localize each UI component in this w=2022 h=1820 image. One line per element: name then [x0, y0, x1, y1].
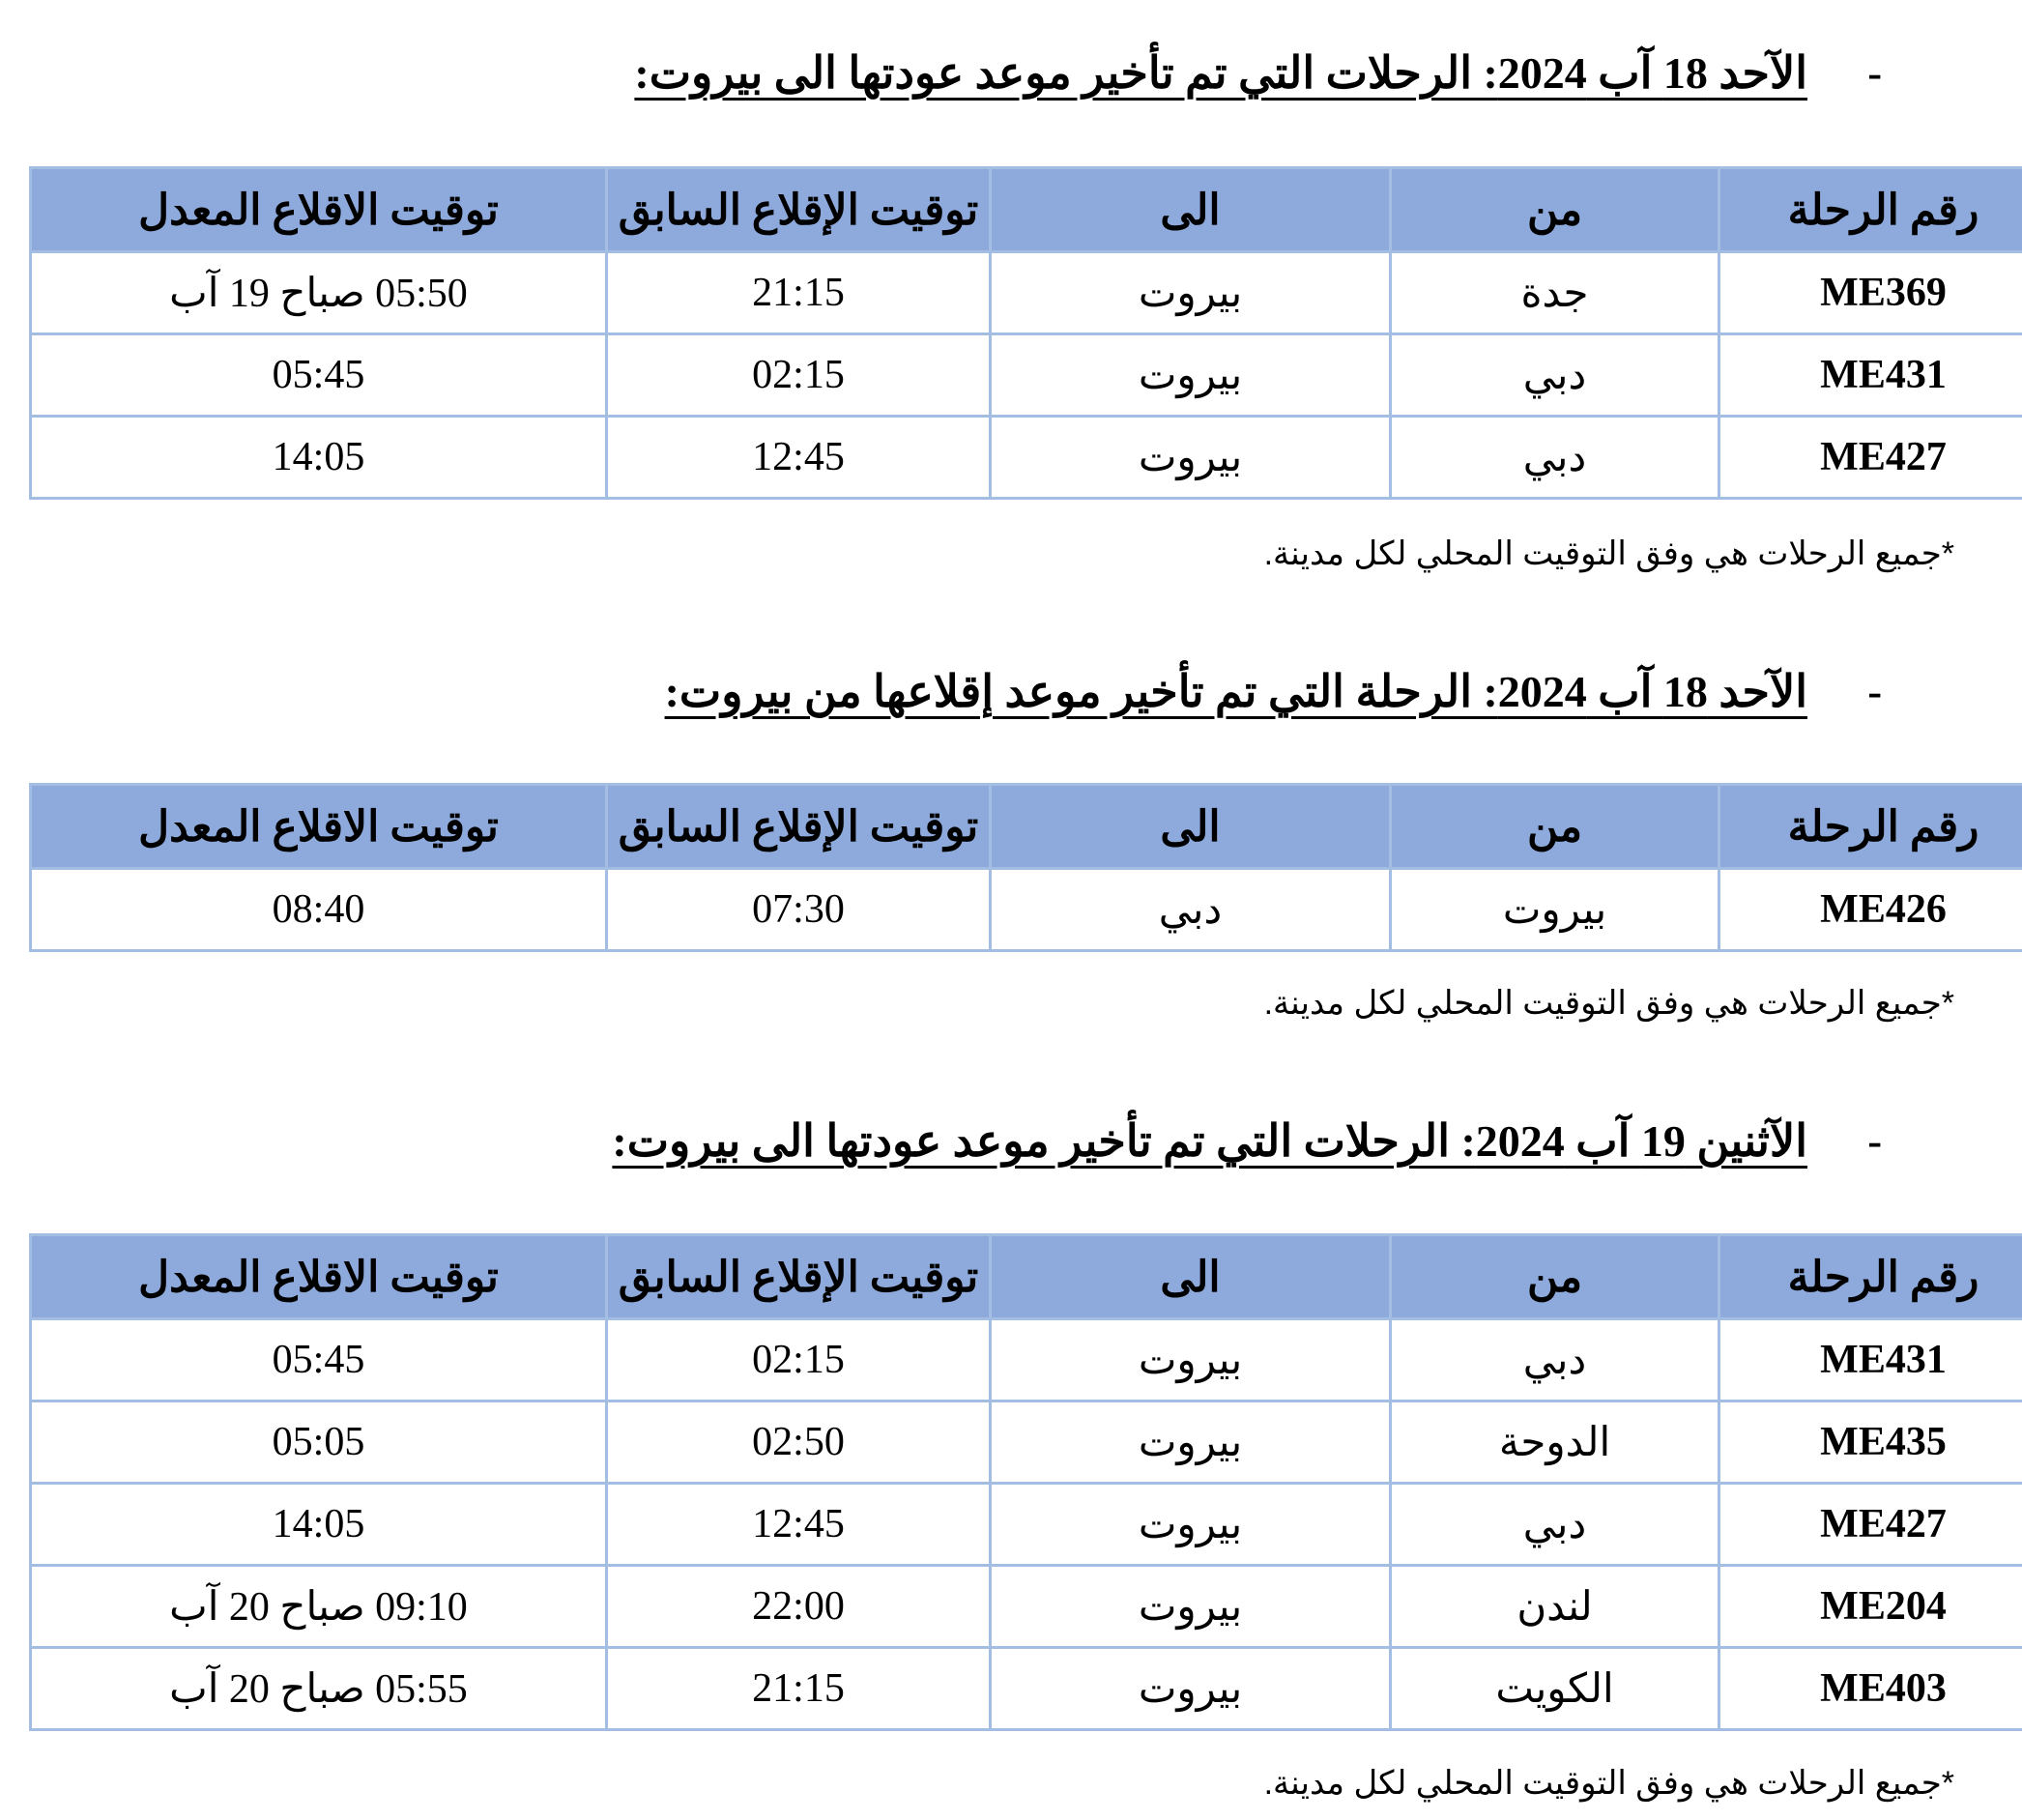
header-flight-number: رقم الرحلة	[1719, 785, 2022, 869]
from-city: بيروت	[1391, 869, 1719, 951]
to-city: بيروت	[991, 417, 1391, 499]
header-to: الى	[991, 785, 1391, 869]
flight-number: ME431	[1719, 334, 2022, 417]
header-from: من	[1391, 168, 1719, 252]
table-header-row	[31, 168, 2022, 252]
from-city: لندن	[1391, 1566, 1719, 1648]
flight-number: ME431	[1719, 1319, 2022, 1401]
flight-number: ME369	[1719, 252, 2022, 334]
table-row	[31, 1566, 2022, 1648]
local-time-note: *جميع الرحلات هي وفق التوقيت المحلي لكل مدينة.	[1263, 1765, 1954, 1802]
header-adjusted-time: توقيت الاقلاع المعدل	[31, 168, 607, 252]
bullet-dash: -	[1867, 1117, 1882, 1165]
from-city: دبي	[1391, 1319, 1719, 1401]
previous-time: 07:30	[607, 869, 991, 951]
previous-time: 12:45	[607, 1484, 991, 1566]
adjusted-time: 14:05	[31, 1484, 607, 1566]
flight-number: ME427	[1719, 417, 2022, 499]
flight-number: ME427	[1719, 1484, 2022, 1566]
table-row	[31, 417, 2022, 499]
table-row	[31, 1648, 2022, 1730]
bullet-dash: -	[1867, 668, 1882, 715]
section-2-table	[29, 783, 2022, 952]
flight-number: ME426	[1719, 869, 2022, 951]
local-time-note: *جميع الرحلات هي وفق التوقيت المحلي لكل مدينة.	[1263, 535, 1954, 572]
adjusted-time: 09:10 صباح 20 آب	[31, 1566, 607, 1648]
adjusted-time: 05:45	[31, 334, 607, 417]
header-previous-time: توقيت الإقلاع السابق	[607, 1235, 991, 1319]
header-to: الى	[991, 168, 1391, 252]
previous-time: 12:45	[607, 417, 991, 499]
header-adjusted-time: توقيت الاقلاع المعدل	[31, 785, 607, 869]
table-row	[31, 1401, 2022, 1484]
adjusted-time: 05:55 صباح 20 آب	[31, 1648, 607, 1730]
previous-time: 02:15	[607, 334, 991, 417]
flight-number: ME403	[1719, 1648, 2022, 1730]
adjusted-time: 05:05	[31, 1401, 607, 1484]
adjusted-time: 05:45	[31, 1319, 607, 1401]
previous-time: 21:15	[607, 1648, 991, 1730]
header-previous-time: توقيت الإقلاع السابق	[607, 785, 991, 869]
to-city: بيروت	[991, 1319, 1391, 1401]
table-row	[31, 1319, 2022, 1401]
table-header-row	[31, 785, 2022, 869]
header-from: من	[1391, 785, 1719, 869]
local-time-note: *جميع الرحلات هي وفق التوقيت المحلي لكل مدينة.	[1263, 985, 1954, 1022]
header-previous-time: توقيت الإقلاع السابق	[607, 168, 991, 252]
table-row	[31, 334, 2022, 417]
header-to: الى	[991, 1235, 1391, 1319]
flight-number: ME204	[1719, 1566, 2022, 1648]
table-header-row	[31, 1235, 2022, 1319]
from-city: دبي	[1391, 334, 1719, 417]
previous-time: 21:15	[607, 252, 991, 334]
to-city: دبي	[991, 869, 1391, 951]
section-1-heading: الآحد 18 آب 2024: الرحلات التي تم تأخير موعد عودتها الى بيروت:	[634, 48, 1807, 98]
section-1-table	[29, 166, 2022, 500]
to-city: بيروت	[991, 334, 1391, 417]
section-1-heading-row	[0, 46, 2022, 114]
to-city: بيروت	[991, 1566, 1391, 1648]
bullet-dash: -	[1867, 49, 1882, 97]
header-adjusted-time: توقيت الاقلاع المعدل	[31, 1235, 607, 1319]
header-from: من	[1391, 1235, 1719, 1319]
previous-time: 02:15	[607, 1319, 991, 1401]
from-city: دبي	[1391, 1484, 1719, 1566]
header-flight-number: رقم الرحلة	[1719, 168, 2022, 252]
table-row	[31, 252, 2022, 334]
previous-time: 02:50	[607, 1401, 991, 1484]
section-3-heading: الآثنين 19 آب 2024: الرحلات التي تم تأخير موعد عودتها الى بيروت:	[612, 1116, 1807, 1166]
table-row	[31, 869, 2022, 951]
header-flight-number: رقم الرحلة	[1719, 1235, 2022, 1319]
section-2-heading: الآحد 18 آب 2024: الرحلة التي تم تأخير موعد إقلاعها من بيروت:	[664, 667, 1807, 716]
section-3-heading-row	[0, 1114, 2022, 1182]
adjusted-time: 14:05	[31, 417, 607, 499]
to-city: بيروت	[991, 1648, 1391, 1730]
from-city: الدوحة	[1391, 1401, 1719, 1484]
to-city: بيروت	[991, 1484, 1391, 1566]
from-city: جدة	[1391, 252, 1719, 334]
to-city: بيروت	[991, 1401, 1391, 1484]
adjusted-time: 05:50 صباح 19 آب	[31, 252, 607, 334]
from-city: الكويت	[1391, 1648, 1719, 1730]
previous-time: 22:00	[607, 1566, 991, 1648]
to-city: بيروت	[991, 252, 1391, 334]
section-3-table	[29, 1233, 2022, 1731]
flight-number: ME435	[1719, 1401, 2022, 1484]
section-2-heading-row	[0, 665, 2022, 733]
adjusted-time: 08:40	[31, 869, 607, 951]
from-city: دبي	[1391, 417, 1719, 499]
table-row	[31, 1484, 2022, 1566]
